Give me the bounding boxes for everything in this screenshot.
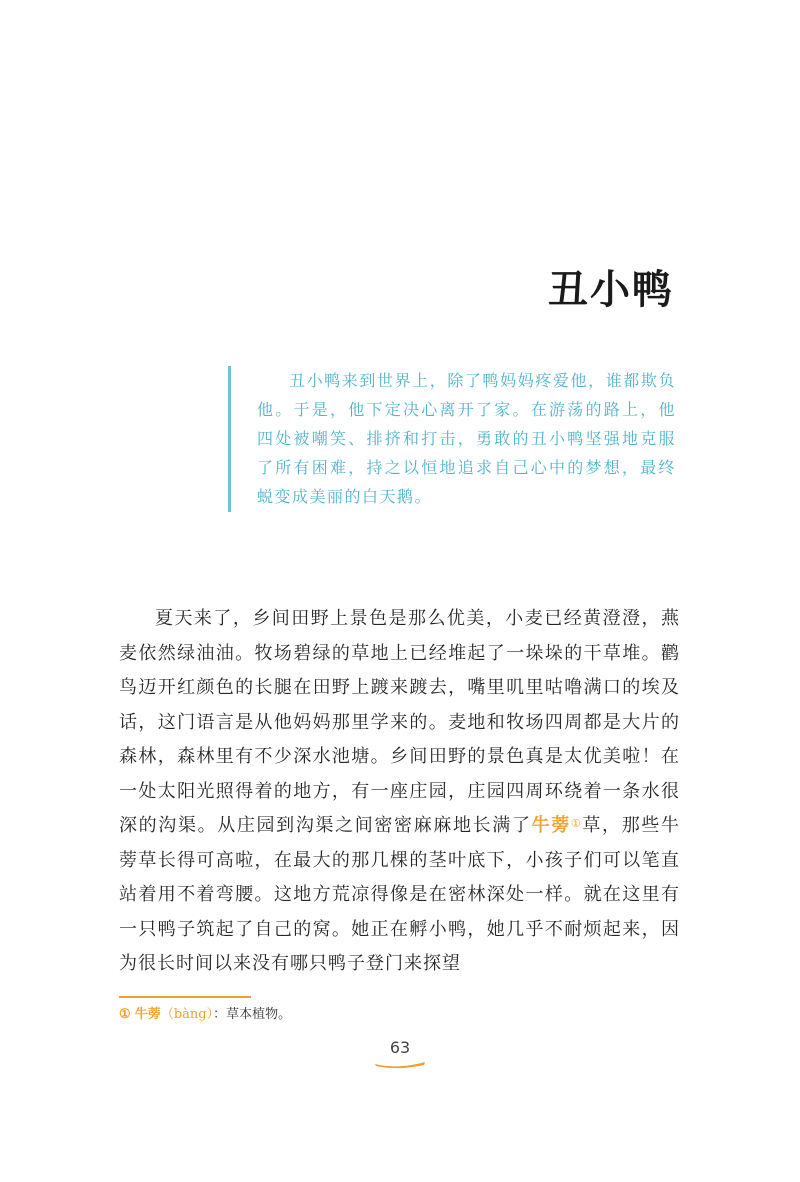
- footnote-definition: ：草本植物。: [213, 1007, 292, 1022]
- footnote-marker: ①: [570, 817, 583, 830]
- body-text-part2: 草，那些牛蒡草长得可高啦，在最大的那几棵的茎叶底下，小孩子们可以笔直站着用不着弯腰。这地方荒凉得像是在密林深处一样。就在这里有一只鸭子筑起了自己的窝。她正在孵小鸭，她几乎不耐烦起来，因为很长时间以来没有哪只鸭子登门来探望: [119, 815, 680, 974]
- chapter-title: 丑小鸭: [548, 267, 674, 313]
- annotated-term: [532, 815, 583, 836]
- body-paragraph: [119, 602, 680, 982]
- brush-stroke-decoration: [374, 1060, 426, 1069]
- footnote-marker-label: ①: [119, 1007, 131, 1022]
- chapter-intro: [228, 366, 676, 512]
- footnote: [119, 1003, 291, 1022]
- footnote-pinyin: （bàng）: [160, 1007, 214, 1022]
- footnote-divider: [119, 996, 251, 998]
- annotated-term-text: 牛蒡: [531, 815, 571, 836]
- footnote-term: 牛蒡: [134, 1007, 161, 1022]
- intro-text: 丑小鸭来到世界上，除了鸭妈妈疼爱他，谁都欺负他。于是，他下定决心离开了家。在游荡的路上，他四处被嘲笑、排挤和打击，勇敢的丑小鸭坚强地克服了所有困难，持之以恒地追求自己心中的梦想，最终蜕变成美丽的白天鹅。: [257, 371, 676, 506]
- page-number: 63: [389, 1038, 411, 1057]
- body-text-part1: 夏天来了，乡间田野上景色是那么优美，小麦已经黄澄澄，燕麦依然绿油油。牧场碧绿的草地上已经堆起了一垛垛的干草堆。鹳鸟迈开红颜色的长腿在田野上踱来踱去，嘴里叽里咕噜满口的埃及话，这门语言是从他妈妈那里学来的。麦地和牧场四周都是大片的森林，森林里有不少深水池塘。乡间田野的景色真是太优美啦！在一处太阳光照得着的地方，有一座庄园，庄园四周环绕着一条水很深的沟渠。从庄园到沟渠之间密密麻麻地长满了: [119, 608, 680, 836]
- body-text: [119, 602, 680, 982]
